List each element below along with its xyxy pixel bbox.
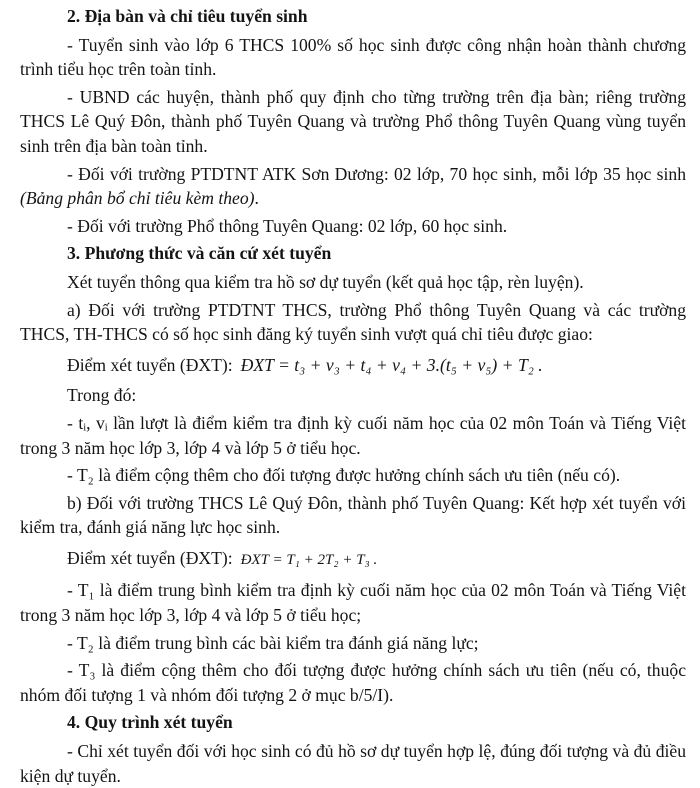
s4-paragraph-1: - Chỉ xét tuyển đối với học sinh có đủ hồ sơ dự tuyển hợp lệ, đúng đối tượng và đủ điều kiện dự tuyển. bbox=[20, 741, 686, 786]
s3-paragraph-3: - tᵢ, vᵢ lần lượt là điểm kiểm tra định kỳ cuối năm học của 02 môn Toán và Tiếng Việt trong 3 năm học lớp 3, lớp 4 và lớp 5 ở tiểu học. bbox=[20, 412, 686, 458]
formula-1 bbox=[20, 353, 686, 378]
formula-2-label: Điểm xét tuyển (ĐXT): bbox=[67, 547, 233, 568]
s2-p3-note: (Bảng phân bổ chỉ tiêu kèm theo) bbox=[20, 188, 255, 209]
s3-paragraph-6: - T₁ là điểm trung bình kiểm tra định kỳ cuối năm học của 02 môn Toán và Tiếng Việt trong 3 năm học lớp 3, lớp 4 và lớp 5 ở tiểu học; bbox=[20, 580, 686, 626]
s3-where: Trong đó: bbox=[67, 385, 137, 406]
section-3-heading: 3. Phương thức và căn cứ xét tuyển bbox=[67, 243, 332, 264]
formula-2 bbox=[20, 546, 686, 573]
s3-paragraph-1: Xét tuyển thông qua kiểm tra hồ sơ dự tuyển (kết quả học tập, rèn luyện). bbox=[67, 271, 584, 292]
section-2-heading: 2. Địa bàn và chỉ tiêu tuyển sinh bbox=[67, 6, 308, 26]
s3-paragraph-5: b) Đối với trường THCS Lê Quý Đôn, thành phố Tuyên Quang: Kết hợp xét tuyển với kiểm tra, đánh giá năng lực học sinh. bbox=[20, 492, 686, 538]
s2-p3-text: - Đối với trường PTDTNT ATK Sơn Dương: 02 lớp, 70 học sinh, mỗi lớp 35 học sinh bbox=[67, 163, 686, 184]
s2-paragraph-1: - Tuyển sinh vào lớp 6 THCS 100% số học sinh được công nhận hoàn thành chương trình tiểu học trên toàn tỉnh. bbox=[20, 34, 686, 80]
s3-paragraph-4: - T₂ là điểm cộng thêm cho đối tượng được hưởng chính sách ưu tiên (nếu có). bbox=[67, 465, 621, 486]
s2-p3-end: . bbox=[254, 188, 259, 209]
s3-paragraph-7: - T₂ là điểm trung bình các bài kiểm tra đánh giá năng lực; bbox=[67, 632, 479, 653]
formula-1-label: Điểm xét tuyển (ĐXT): bbox=[67, 354, 233, 375]
s3-paragraph-2: a) Đối với trường PTDTNT THCS, trường Phổ thông Tuyên Quang và các trường THCS, TH-THCS có số học sinh đăng ký tuyển sinh vượt quá chỉ tiêu được giao: bbox=[20, 299, 686, 345]
s2-paragraph-2: - UBND các huyện, thành phố quy định cho từng trường trên địa bàn; riêng trường THCS Lê Quý Đôn, thành phố Tuyên Quang và trường Phổ thông Tuyên Quang vùng tuyển sinh trên địa bàn toàn tỉnh. bbox=[20, 86, 686, 156]
formula-1-expression: ĐXT = t₃ + v₃ + t₄ + v₄ + 3.(t₅ + v₅) + T₂ . bbox=[240, 354, 543, 375]
s3-paragraph-8: - T₃ là điểm cộng thêm cho đối tượng được hưởng chính sách ưu tiên (nếu có, thuộc nhóm đối tượng 1 và nhóm đối tượng 2 ở mục b/5/I). bbox=[20, 660, 686, 705]
section-4-heading: 4. Quy trình xét tuyển bbox=[67, 712, 233, 733]
s2-paragraph-3 bbox=[20, 162, 686, 211]
s2-paragraph-4: - Đối với trường Phổ thông Tuyên Quang: 02 lớp, 60 học sinh. bbox=[67, 215, 508, 236]
formula-2-expression: ĐXT = T₁ + 2T₂ + T₃ . bbox=[240, 551, 378, 568]
